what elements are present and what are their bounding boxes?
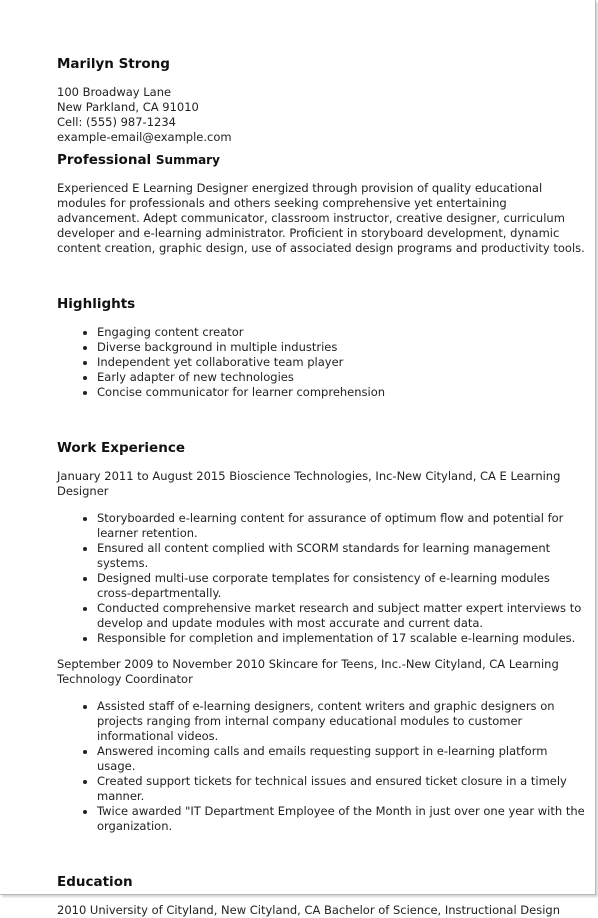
list-item: • Answered incoming calls and emails requesting support in e-learning platform usage. — [97, 744, 587, 774]
summary-heading-small: Summary — [155, 153, 220, 167]
education-entry: 2010 University of Cityland, New Cityland, CA Bachelor of Science, Instructional Design — [57, 903, 561, 917]
job-heading: January 2011 to August 2015 Bioscience Technologies, Inc-New Cityland, CA E Learning Designer — [57, 469, 561, 498]
address-line-2: New Parkland, CA 91010 — [57, 100, 199, 114]
list-item: • Concise communicator for learner comprehension — [97, 385, 587, 400]
list-item: • Conducted comprehensive market research and subject matter expert interviews to develop and update modules with most accurate and current data. — [97, 601, 587, 631]
summary-heading-main: Professional — [57, 152, 156, 168]
address-line-1: 100 Broadway Lane — [57, 85, 172, 99]
job-bullets — [57, 699, 587, 834]
list-item: • Ensured all content complied with SCORM standards for learning management systems. — [97, 541, 587, 571]
list-item: • Diverse background in multiple industries — [97, 340, 587, 355]
summary-heading — [57, 152, 587, 169]
highlights-heading: Highlights — [57, 296, 136, 312]
list-item: • Designed multi-use corporate templates for consistency of e-learning modules cross-departmentally. — [97, 571, 587, 601]
work-experience-heading: Work Experience — [57, 440, 185, 456]
list-item: • Created support tickets for technical issues and ensured ticket closure in a timely manner. — [97, 774, 587, 804]
list-item: • Independent yet collaborative team player — [97, 355, 587, 370]
job-heading: September 2009 to November 2010 Skincare for Teens, Inc.-New Cityland, CA Learning Technology Coordinator — [57, 657, 559, 686]
cell-phone: Cell: (555) 987-1234 — [57, 115, 176, 129]
highlights-list — [57, 325, 587, 400]
summary-text: Experienced E Learning Designer energized through provision of quality educational modules for professionals and others seeking comprehensive yet entertaining advancement. Adept communicator, classroom instructor, creative designer, curriculum developer and e-learning administrator. Proficient in storyboard development, dynamic content creation, graphic design, use of associated design programs and productivity tools. — [57, 181, 585, 255]
contact-block — [57, 85, 587, 145]
list-item: • Responsible for completion and implementation of 17 scalable e-learning modules. — [97, 631, 587, 646]
email-address: example-email@example.com — [57, 130, 232, 144]
candidate-name: Marilyn Strong — [57, 56, 170, 72]
list-item: • Assisted staff of e-learning designers, content writers and graphic designers on projects ranging from internal company educational modules to customer informational videos. — [97, 699, 587, 744]
list-item: • Storyboarded e-learning content for assurance of optimum flow and potential for learner retention. — [97, 511, 587, 541]
resume-content — [57, 56, 587, 918]
list-item: • Twice awarded "IT Department Employee of the Month in just over one year with the organization. — [97, 804, 587, 834]
education-heading: Education — [57, 874, 133, 890]
list-item: • Early adapter of new technologies — [97, 370, 587, 385]
list-item: • Engaging content creator — [97, 325, 587, 340]
job-bullets — [57, 511, 587, 646]
